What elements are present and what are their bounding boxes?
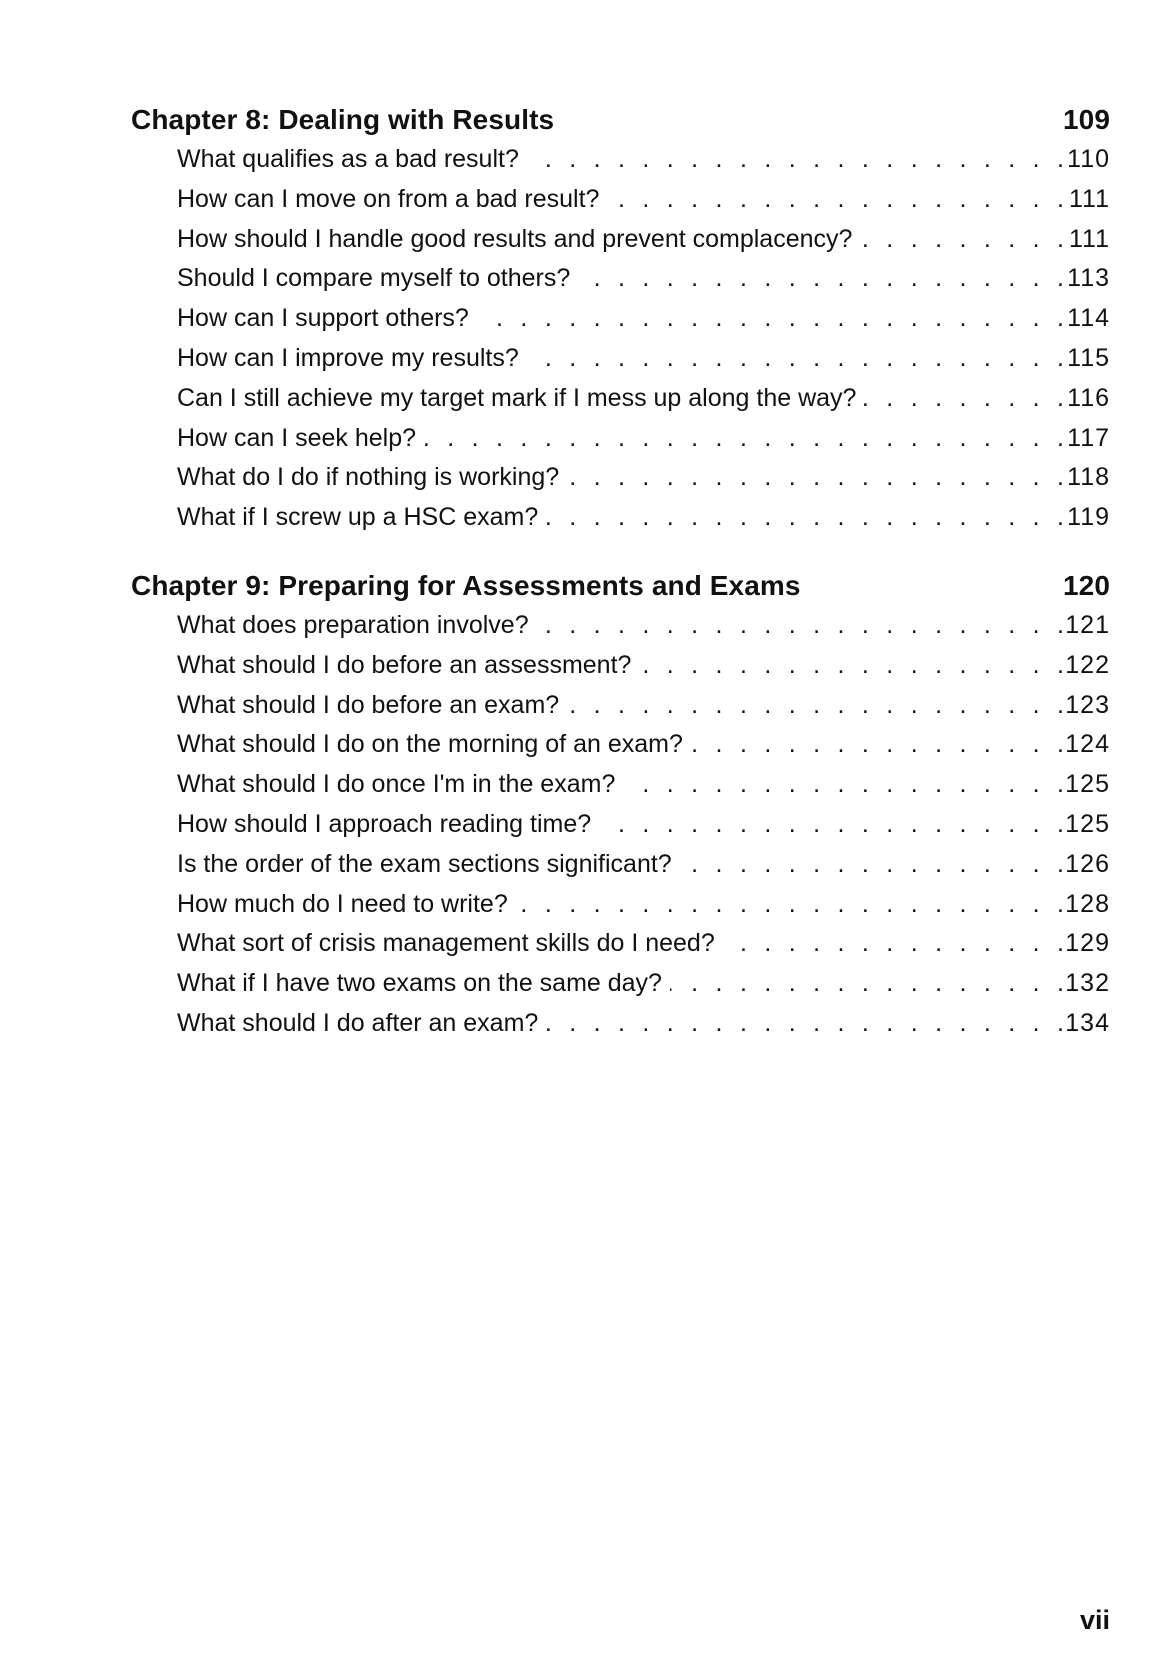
entry-page-number: 117 xyxy=(1067,423,1110,452)
entry-page-number: 114 xyxy=(1067,304,1110,333)
entry-page-number: 115 xyxy=(1067,343,1110,372)
dot-leader xyxy=(623,765,1064,805)
entry-title: How can I support others? xyxy=(177,304,469,333)
dot-leader xyxy=(527,140,1064,180)
entry-page-number: 118 xyxy=(1067,463,1110,492)
toc-entry[interactable] xyxy=(177,379,1110,419)
dot-leader xyxy=(723,924,1064,964)
toc-entry[interactable] xyxy=(177,259,1110,299)
toc-entry[interactable] xyxy=(177,725,1110,765)
chapter-9 xyxy=(131,566,1110,1044)
entry-title: What if I have two exams on the same day? xyxy=(177,969,662,998)
dot-leader xyxy=(516,885,1064,925)
dot-leader xyxy=(607,180,1064,220)
toc-entry[interactable] xyxy=(177,1004,1110,1044)
dot-leader xyxy=(537,606,1064,646)
entry-page-number: 121 xyxy=(1065,610,1110,639)
entry-page-number: 125 xyxy=(1065,770,1110,799)
chapter-heading[interactable] xyxy=(131,566,1110,606)
toc-entry[interactable] xyxy=(177,805,1110,845)
dot-leader xyxy=(567,686,1064,726)
entry-page-number: 116 xyxy=(1067,383,1110,412)
entry-page-number: 126 xyxy=(1065,849,1110,878)
chapter-title: Chapter 8: Dealing with Results xyxy=(131,104,555,135)
chapter-heading[interactable] xyxy=(131,100,1110,140)
dot-leader xyxy=(546,498,1064,538)
dot-leader xyxy=(639,646,1064,686)
dot-leader xyxy=(567,458,1064,498)
dot-leader xyxy=(864,379,1064,419)
entry-page-number: 113 xyxy=(1067,264,1110,293)
dot-leader xyxy=(691,725,1064,765)
entry-page-number: 111 xyxy=(1068,224,1110,253)
entry-page-number: 110 xyxy=(1067,145,1110,173)
entry-title: How can I improve my results? xyxy=(177,343,519,372)
entry-title: What sort of crisis management skills do I need? xyxy=(177,929,715,958)
entry-title: What should I do on the morning of an exam? xyxy=(177,730,683,759)
dot-leader xyxy=(527,339,1064,379)
entry-title: How should I handle good results and prevent complacency? xyxy=(177,224,853,253)
entry-page-number: 129 xyxy=(1065,929,1110,958)
dot-leader xyxy=(670,964,1064,1004)
table-of-contents xyxy=(131,100,1110,1072)
toc-entry[interactable] xyxy=(177,299,1110,339)
chapter-entries xyxy=(131,606,1110,1044)
entry-title: What should I do before an assessment? xyxy=(177,650,632,679)
entry-title: Is the order of the exam sections significant? xyxy=(177,849,672,878)
toc-entry[interactable] xyxy=(177,964,1110,1004)
entry-page-number: 119 xyxy=(1067,503,1110,532)
entry-page-number: 124 xyxy=(1065,730,1110,759)
toc-entry[interactable] xyxy=(177,845,1110,885)
toc-entry[interactable] xyxy=(177,885,1110,925)
toc-entry[interactable] xyxy=(177,924,1110,964)
chapter-page-number: 109 xyxy=(1062,104,1110,135)
page-folio: vii xyxy=(1079,1605,1110,1635)
entry-page-number: 123 xyxy=(1065,690,1110,719)
toc-entry[interactable] xyxy=(177,140,1110,180)
toc-entry[interactable] xyxy=(177,220,1110,260)
toc-entry[interactable] xyxy=(177,458,1110,498)
dot-leader xyxy=(599,805,1064,845)
chapter-page-number: 120 xyxy=(1062,569,1110,601)
entry-title: What if I screw up a HSC exam? xyxy=(177,503,539,532)
chapter-title: Chapter 9: Preparing for Assessments and Exams xyxy=(131,569,801,601)
entry-page-number: 132 xyxy=(1065,969,1110,998)
toc-entry[interactable] xyxy=(177,646,1110,686)
chapter-entries xyxy=(131,140,1110,538)
entry-page-number: 134 xyxy=(1065,1008,1110,1037)
dot-leader xyxy=(424,419,1064,459)
entry-title: What do I do if nothing is working? xyxy=(177,463,560,492)
toc-entry[interactable] xyxy=(177,498,1110,538)
entry-title: What does preparation involve? xyxy=(177,610,529,639)
entry-page-number: 111 xyxy=(1068,184,1110,213)
toc-entry[interactable] xyxy=(177,419,1110,459)
dot-leader xyxy=(860,220,1064,260)
entry-title: What should I do once I'm in the exam? xyxy=(177,770,616,799)
entry-page-number: 128 xyxy=(1065,889,1110,918)
dot-leader xyxy=(477,299,1064,339)
entry-title: What should I do after an exam? xyxy=(177,1008,539,1037)
entry-page-number: 125 xyxy=(1065,809,1110,838)
entry-page-number: 122 xyxy=(1065,650,1110,679)
toc-entry[interactable] xyxy=(177,339,1110,379)
entry-title: How can I move on from a bad result? xyxy=(177,184,600,213)
dot-leader xyxy=(680,845,1064,885)
entry-title: How can I seek help? xyxy=(177,423,417,452)
entry-title: Can I still achieve my target mark if I mess up along the way? xyxy=(177,383,857,412)
toc-entry[interactable] xyxy=(177,686,1110,726)
dot-leader xyxy=(546,1004,1064,1044)
toc-entry[interactable] xyxy=(177,606,1110,646)
toc-entry[interactable] xyxy=(177,765,1110,805)
dot-leader xyxy=(578,259,1064,299)
entry-title: How much do I need to write? xyxy=(177,889,508,918)
toc-entry[interactable] xyxy=(177,180,1110,220)
entry-title: What qualifies as a bad result? xyxy=(177,145,519,173)
entry-title: How should I approach reading time? xyxy=(177,809,592,838)
chapter-8 xyxy=(131,100,1110,538)
entry-title: Should I compare myself to others? xyxy=(177,264,571,293)
entry-title: What should I do before an exam? xyxy=(177,690,560,719)
